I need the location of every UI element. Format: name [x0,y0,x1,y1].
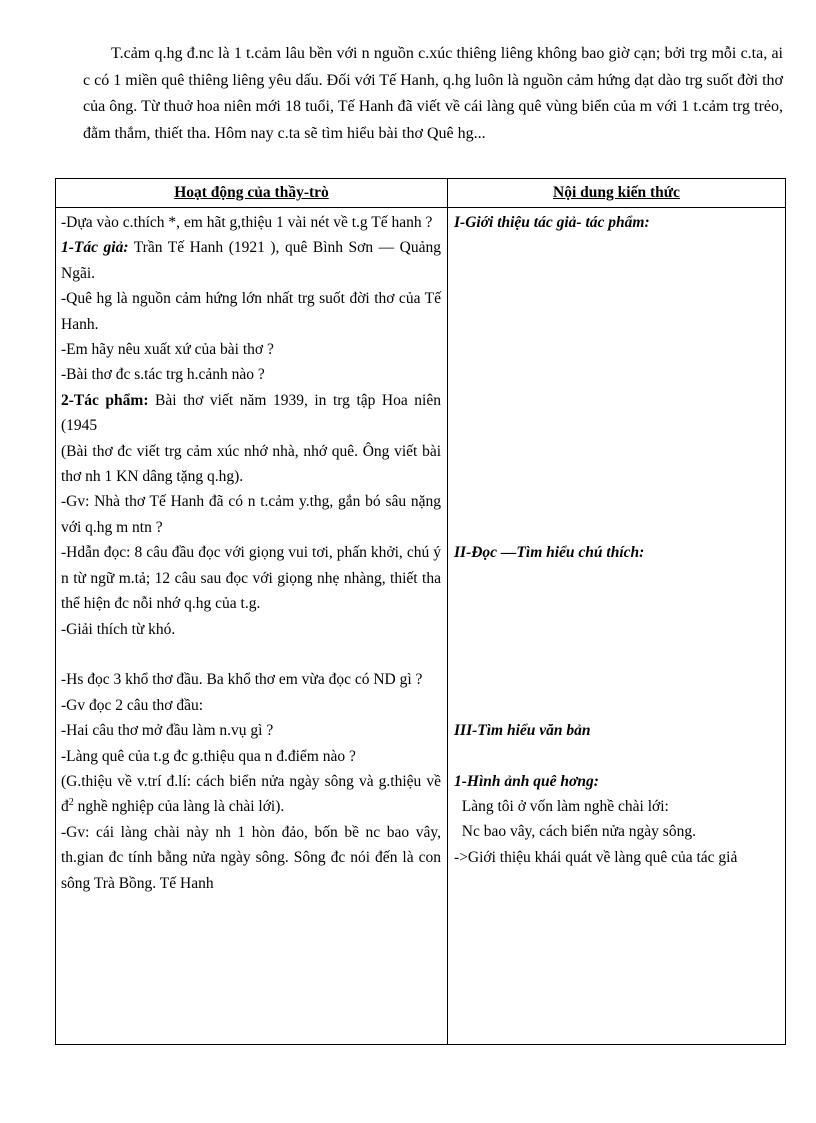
student-reading: -Hs đọc 3 khổ thơ đầu. Ba khổ thơ em vừa đọc có ND gì ? [61,671,423,689]
intro-text: T.cảm q.hg đ.nc là 1 t.cảm lâu bền với n nguồn c.xúc thiêng liêng không bao giờ cạn; bởi trg mỗi c.ta, ai c có 1 miền quê thiêng liêng yêu dấu. Đối với Tế Hanh, q.hg luôn là nguồn cảm hứng dạt dào trg suốt đời thơ của ông. Từ thuở hoa niên mới 18 tuổi, Tế Hanh đã viết về cái làng quê vùng biển của m với 1 t.cảm trg trẻo, đằm thắm, thiết tha. Hôm nay c.ta sẽ tìm hiểu bài thơ Quê hg... [83,45,783,142]
spacer [454,286,779,311]
spacer [454,413,779,438]
work-text: Bài thơ viết năm 1939, in trg tập Hoa niên (1945 [61,391,441,435]
section-3-heading: III-Tìm hiểu văn bản [454,721,591,739]
verse-line-2: Nc bao vây, cách biển nửa ngày sông. [454,823,696,841]
verse-comment: ->Giới thiệu khái quát về làng quê của tác giả [454,848,738,866]
question-context: -Bài thơ đc s.tác trg h.cảnh nào ? [61,366,265,384]
spacer [454,439,779,464]
question-author: -Dựa vào c.thích *, em hãt g,thiệu 1 vài nét về t.g Tế hanh ? [61,214,433,231]
spacer [454,235,779,260]
superscript: 2 [68,797,74,809]
spacer [454,743,779,768]
header-activities: Hoạt động của thầy-trò [56,179,448,208]
spacer [454,642,779,667]
teacher-question: -Gv: Nhà thơ Tế Hanh đã có n t.cảm y.thg, gắn bó sâu nặng với q.hg m ntn ? [61,493,441,536]
location-note-text: (G.thiệu về v.trí đ.lí: cách biển nửa ngày sông và g.thiệu về đ [61,772,441,816]
spacer [454,515,779,540]
activities-cell [56,208,448,1045]
question-origin: -Em hãy nêu xuất xứ của bài thơ ? [61,341,274,359]
spacer [454,464,779,489]
spacer [454,489,779,514]
table-header-row [56,179,786,208]
spacer [454,566,779,591]
teacher-reading: -Gv đọc 2 câu thơ đầu: [61,696,204,714]
vocab-explain: -Giải thích từ khó. [61,620,176,638]
reading-guide: -Hdẫn đọc: 8 câu đầu đọc với giọng vui tơi, phấn khởi, chú ý n từ ngữ m.tả; 12 câu sau đọc với giọng nhẹ nhàng, thiết tha thể hiện đc nỗi nhớ q.hg của t.g. [61,544,441,613]
header-knowledge: Nội dung kiến thức [448,179,786,208]
author-label: 1-Tác giả: [61,239,129,257]
work-label: 2-Tác phẩm: [61,391,149,409]
spacer [454,667,779,692]
author-inspiration: -Quê hg là nguồn cảm hứng lớn nhất trg suốt đời thơ của Tế Hanh. [61,290,441,333]
author-info [61,235,441,286]
intro-paragraph [83,41,783,147]
spacer [454,591,779,616]
location-note [61,769,441,820]
question-features: -Làng quê của t.g đc g.thiệu qua n đ.điểm nào ? [61,747,356,765]
knowledge-cell [448,208,786,1045]
section-1-heading: I-Giới thiệu tác giả- tác phẩm: [454,214,650,231]
spacer [454,388,779,413]
work-info [61,388,441,439]
subsection-heading: 1-Hình ảnh quê hơng: [454,772,599,790]
spacer [454,337,779,362]
table-body-row [56,208,786,1045]
lesson-table [55,178,786,1045]
question-opening: -Hai câu thơ mở đầu làm n.vụ gì ? [61,722,274,740]
spacer [454,312,779,337]
spacer [454,692,779,717]
verse-line-1: Làng tôi ở vốn làm nghề chài lới: [454,798,669,816]
spacer [61,642,441,667]
spacer [454,616,779,641]
location-note-tail: nghề nghiệp của làng là chài lới). [73,798,285,816]
work-note: (Bài thơ đc viết trg cảm xúc nhớ nhà, nhớ quê. Ông viết bài thơ nh 1 KN dâng tặng q.hg). [61,442,441,486]
spacer [454,362,779,387]
spacer [454,261,779,286]
author-text: Trần Tế Hanh (1921 ), quê Bình Sơn — Quảng Ngãi. [61,239,441,282]
teacher-comment: -Gv: cái làng chài này nh 1 hòn đảo, bốn bề nc bao vây, th.gian đc tính bằng nửa ngày sông. Sông đc nói đến là con sông Trà Bồng. Tế Hanh [61,823,441,892]
section-2-heading: II-Đọc —Tìm hiểu chú thích: [454,544,645,562]
